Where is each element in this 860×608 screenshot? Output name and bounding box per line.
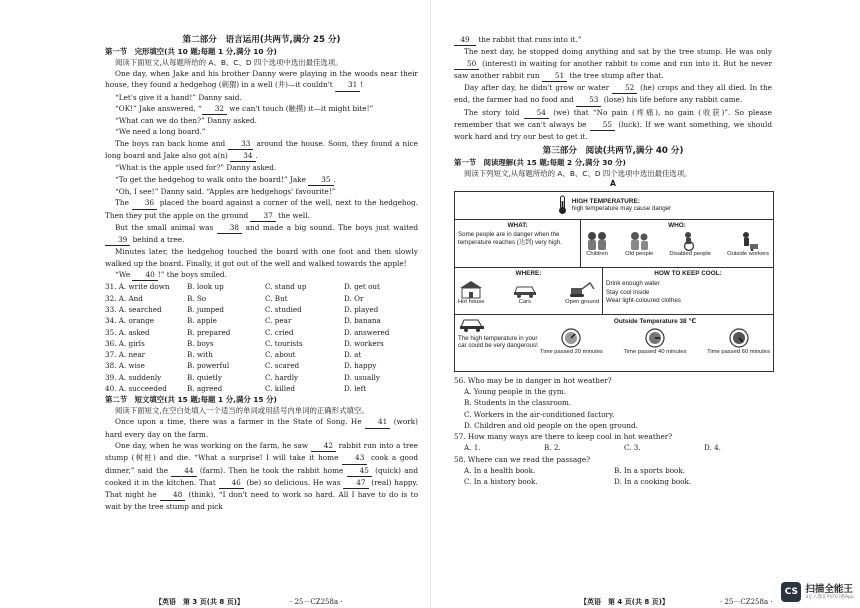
answer-option[interactable]: A. In a health book.	[464, 466, 536, 476]
paragraph-text: One day, when Jake and his brother Danny were playing in the woods near their house, they found a hedgehog (刺猬) in a well (井)—it couldn't	[105, 69, 418, 90]
paragraph	[105, 174, 418, 186]
poster-who	[581, 220, 773, 267]
paragraph	[105, 246, 418, 269]
paragraph-text: around the house. Soon, they found a nice long board and Jake also got a(n)	[105, 138, 418, 161]
option-choice: 37. A. near	[105, 350, 146, 360]
answer-option[interactable]: C. Workers in the air-conditioned factory.	[464, 409, 615, 419]
option-choice: C. hardly	[265, 372, 299, 382]
poster-title: HIGH TEMPERATURE:	[571, 198, 640, 206]
option-choice: C. stand up	[265, 282, 307, 292]
paragraph-text: (be) so delicious. He was	[243, 477, 344, 487]
paragraph-text: (he) crops and they all died. In the end, the farmer had no food and	[454, 83, 772, 105]
option-choice: C. about	[265, 350, 296, 360]
option-choice: D. get out	[344, 282, 380, 292]
poster-keep-cool	[603, 268, 773, 314]
paragraph	[105, 222, 418, 247]
question-stem: 56. Who may be in danger in hot weather?	[454, 375, 612, 385]
reading-section-title: 第一节 阅读理解(共 15 题;每题 2 分,满分 30 分)	[454, 157, 626, 167]
gauge-icon	[707, 327, 770, 355]
answer-option[interactable]: B. In a sports book.	[614, 466, 685, 476]
cool-tip: Stay cool inside	[606, 288, 650, 296]
paragraph	[105, 103, 418, 115]
who-label: Old people	[625, 250, 654, 257]
option-choice: B. quietly	[187, 372, 222, 382]
paragraph	[105, 162, 418, 173]
option-choice: C. killed	[265, 384, 295, 394]
paragraph-text: and made a big sound. The boys just waited	[242, 222, 418, 232]
option-row	[105, 293, 418, 304]
paragraph-text: the tree stump after that.	[567, 70, 664, 80]
paragraph	[105, 126, 418, 137]
option-choice: D. usually	[344, 372, 380, 382]
cloze-options	[105, 281, 418, 394]
answer-option[interactable]: A. 1.	[464, 443, 481, 453]
fill-passage-continued	[454, 34, 772, 143]
page-4	[430, 0, 860, 608]
where-heading: WHERE:	[515, 269, 542, 277]
worker-icon	[727, 231, 769, 257]
paragraph-text: behind a tree.	[130, 235, 185, 245]
car-warning: The high temperature in your car could be very dangerous!	[458, 334, 538, 350]
paragraph-text: “OK!” Jake answered, “	[115, 103, 202, 113]
time-label: Time passed 20 minutes	[540, 348, 603, 355]
option-choice: 32. A. And	[105, 293, 143, 303]
time-label: Time passed 40 minutes	[623, 348, 687, 355]
paragraph	[105, 416, 418, 440]
answer-blank: 39	[105, 234, 130, 246]
poster-subtitle: high temperature may cause danger	[571, 205, 672, 213]
option-choice: 33. A. searched	[105, 304, 162, 314]
paragraph-text: “What can we do then?” Danny asked.	[115, 116, 257, 126]
paragraph-text: (interest) in waiting for another rabbit to come and run into it. But he never saw another rabbit run	[454, 58, 772, 80]
paragraph	[105, 68, 418, 92]
answer-blank: 40	[132, 269, 157, 281]
option-row	[105, 360, 418, 371]
old-people-icon	[625, 231, 653, 257]
option-choice: 31. A. write down	[105, 282, 170, 292]
option-choice: B. prepared	[187, 327, 231, 337]
option-choice: C. cried	[265, 327, 294, 337]
option-choice: B. boys	[187, 338, 214, 348]
paragraph-text: The boys ran back home and	[115, 138, 229, 148]
who-label: Children	[586, 250, 608, 257]
option-choice: 35. A. asked	[105, 327, 150, 337]
paragraph-text: (quick) and cooked it in the kitchen. That	[105, 465, 418, 487]
answer-option[interactable]: D. In a cooking book.	[614, 477, 692, 487]
camscanner-logo: CS	[781, 582, 801, 602]
footer-page-number: 【英语 第 4 页(共 8 页)】	[580, 598, 669, 606]
paragraph	[454, 34, 772, 46]
paragraph-text: One day, when he was working on the farm, he saw	[115, 440, 311, 450]
paragraph-text: placed the board against a corner of the well, next to the hedgehog. Then they put the apple on the ground	[105, 198, 418, 220]
answer-blank: 55	[590, 119, 615, 131]
footer-code: · 25－CZ258a ·	[290, 598, 343, 606]
option-choice: C. pear	[265, 316, 292, 326]
excavator-icon	[565, 279, 599, 305]
poster-what	[455, 220, 581, 267]
paragraph-text: “Let's give it a hand!” Danny said.	[115, 92, 242, 102]
paragraph-text: (luck). If we want something, we should work hard and try our best to get it.	[454, 120, 772, 142]
answer-blank: 49	[454, 34, 476, 46]
cool-tip: Drink enough water	[606, 280, 660, 288]
cloze-instructions: 阅读下面短文,从每题所给的 A、B、C、D 四个选项中选出最佳选项。	[115, 58, 343, 67]
paragraph-text: !	[360, 80, 364, 90]
answer-option[interactable]: D. Children and old people on the open ground.	[464, 420, 638, 430]
time-label: Time passed 60 minutes	[707, 348, 770, 355]
gauge-icon	[540, 327, 603, 355]
part2-title: 第二部分 语言运用(共两节,满分 25 分)	[182, 35, 341, 45]
paragraph-text: cook a good dinner,” said the	[105, 453, 419, 475]
fill-passage	[105, 416, 418, 512]
cloze-section-title: 第一节 完形填空(共 10 题;每题 1 分,满分 10 分)	[105, 47, 277, 56]
paragraph-text: .	[255, 151, 258, 161]
answer-blank: 48	[160, 489, 185, 501]
answer-option[interactable]: B. Students in the classroom.	[464, 398, 572, 408]
paragraph	[105, 269, 418, 281]
paragraph-text: “We	[115, 270, 133, 280]
option-choice: D. Or	[344, 293, 364, 303]
part3-title: 第三部分 阅读(共两节,满分 40 分)	[542, 145, 684, 156]
option-row	[105, 383, 418, 394]
poster-outside-temp	[455, 315, 773, 371]
answer-options	[454, 442, 772, 453]
answer-blank: 46	[219, 477, 244, 489]
option-choice: 38. A. wise	[105, 361, 145, 371]
where-label: Cars	[518, 298, 531, 305]
option-choice: D. left	[344, 384, 367, 394]
answer-blank: 41	[365, 416, 390, 428]
paragraph-text: Minutes later, the hedgehog touched the board with one foot and then slowly walked up the board. Finally, it got out of the well and walked towards the apple!	[105, 247, 418, 268]
paragraph-text: The next day, he stopped doing anything and sat by the tree stump. He was only	[464, 47, 772, 57]
paragraph-text: Day after day, he didn't grow or water	[464, 83, 612, 93]
answer-blank: 45	[347, 465, 372, 477]
option-choice: C. studied	[265, 304, 302, 314]
answer-blank: 42	[311, 440, 336, 452]
paragraph-text: The story told	[464, 107, 524, 117]
answer-blank: 54	[524, 107, 549, 119]
paragraph	[105, 197, 418, 222]
option-choice: 34. A. orange	[105, 316, 155, 326]
answer-option[interactable]: B. 2.	[544, 443, 561, 453]
fill-instructions: 阅读下面短文,在空白处填入一个适当的单词或用括号内单词的正确形式填空。	[115, 406, 369, 416]
option-choice: C. But	[265, 293, 288, 303]
outside-temp-heading: Outside Temperature 38 ℃	[613, 317, 697, 325]
option-row	[105, 372, 418, 383]
option-choice: B. with	[187, 350, 213, 360]
answer-blank: 31	[335, 79, 360, 91]
option-choice: D. answered	[344, 327, 390, 337]
what-heading: WHAT:	[507, 221, 528, 229]
paragraph-text: (think), “I don't need to work so hard. All I have to do is to wait by the tree stump and pick	[105, 490, 419, 512]
car-icon	[512, 279, 538, 305]
option-choice: B. jumped	[187, 304, 224, 314]
reading-instructions: 阅读下列短文,从每题所给的 A、B、C、D 四个选项中选出最佳选项。	[464, 168, 692, 178]
answer-blank: 33	[228, 138, 253, 150]
option-choice: D. at	[344, 350, 362, 360]
answer-option[interactable]: A. Young people in the gym.	[464, 386, 566, 396]
paragraph	[105, 92, 418, 103]
who-label: Outside workers	[727, 250, 769, 257]
heat-poster	[454, 191, 774, 372]
option-choice: C. scared	[265, 361, 300, 371]
poster-header	[455, 192, 773, 219]
paragraph-text: we can't touch (触摸) it—it might bite!”	[226, 103, 374, 113]
paragraph-text: “To get the hedgehog to walk onto the board!” Jake	[115, 174, 309, 184]
answer-blank: 53	[576, 94, 601, 106]
cloze-passage	[105, 68, 418, 281]
paragraph-text: (real) happy. That night he	[105, 477, 419, 500]
answer-blank: 35	[308, 174, 333, 186]
gauge-icon	[624, 327, 687, 355]
paragraph-text: .	[333, 174, 336, 184]
paragraph-text: Once upon a time, there was a farmer in the State of Song. He	[115, 417, 366, 427]
answer-blank: 32	[202, 103, 227, 115]
footer-code: · 25－CZ258a ·	[720, 598, 773, 606]
car-icon	[458, 317, 486, 333]
answer-blank: 47	[343, 477, 368, 489]
answer-blank: 43	[342, 452, 367, 464]
option-choice: B. look up	[187, 282, 224, 292]
option-choice: D. happy	[344, 361, 377, 371]
option-choice: B. powerful	[187, 361, 230, 371]
paragraph-text: (we) that “No pain (疼痛), no gain (收获)”. So please remember that we can't always be	[454, 107, 772, 130]
passage-label: A	[610, 178, 616, 188]
scanner-watermark	[781, 582, 854, 602]
watermark-slogan: 3亿人都在用的扫描App	[805, 594, 854, 600]
house-icon	[458, 279, 484, 305]
option-row	[105, 281, 418, 292]
where-label: Open ground	[565, 298, 599, 305]
footer-page-number: 【英语 第 3 页(共 8 页)】	[155, 598, 244, 606]
paragraph-text: The	[115, 198, 132, 208]
option-row	[105, 338, 418, 349]
answer-options	[454, 465, 772, 488]
question-stem: 58. Where can we read the passage?	[454, 454, 591, 464]
paragraph	[454, 107, 772, 143]
cool-tip: Wear light-coloured clothes	[606, 297, 681, 305]
paragraph-text: “What is the apple used for?” Danny asked.	[115, 163, 277, 173]
paragraph-text: “We need a long board.”	[115, 127, 206, 137]
paragraph-text: “Oh, I see!” Danny said. “Apples are hedgehogs' favourite!”	[115, 186, 336, 196]
answer-option[interactable]: D. 4.	[704, 443, 721, 453]
answer-blank: 38	[217, 222, 242, 234]
option-choice: 40. A. succeeded	[105, 384, 167, 394]
children-icon	[585, 231, 609, 257]
option-choice: D. banana	[344, 316, 381, 326]
where-label: Hot house	[458, 298, 485, 305]
answer-blank: 37	[250, 210, 275, 222]
option-choice: B. apple	[187, 316, 217, 326]
answer-option[interactable]: C. 3.	[624, 443, 641, 453]
paragraph-text: (farm). Then he took the rabbit home	[196, 465, 347, 475]
paragraph-text: rabbit run into a tree stump (树桩) and die. “What a surprise! I will take it home	[105, 440, 419, 463]
paragraph	[105, 186, 418, 197]
paragraph	[105, 115, 418, 126]
option-choice: D. played	[344, 304, 379, 314]
option-row	[105, 304, 418, 315]
who-label: Disabled people	[669, 250, 711, 257]
answer-blank: 52	[612, 82, 637, 94]
paragraph-text: (lose) his life before any rabbit came.	[601, 95, 743, 105]
reading-questions	[454, 375, 772, 488]
thermometer-icon	[557, 195, 568, 215]
answer-option[interactable]: C. In a history book.	[464, 477, 538, 487]
paragraph-text: the rabbit that runs into it.”	[476, 35, 582, 44]
paragraph	[105, 440, 418, 513]
paragraph-text: the well.	[275, 210, 310, 220]
answer-blank: 44	[171, 465, 196, 477]
paragraph	[454, 46, 772, 82]
cool-heading: HOW TO KEEP COOL:	[654, 269, 722, 277]
option-choice: B. agreed	[187, 384, 223, 394]
option-choice: D. workers	[344, 338, 384, 348]
option-row	[105, 315, 418, 326]
paragraph-text: But the small animal was	[115, 222, 217, 232]
answer-blank: 34	[230, 150, 255, 162]
who-heading: WHO:	[668, 221, 686, 229]
answer-blank: 36	[132, 197, 157, 209]
option-row	[105, 327, 418, 338]
fill-section-title: 第二节 短文填空(共 15 题;每题 1 分,满分 15 分)	[105, 395, 277, 405]
option-choice: 36. A. girls	[105, 338, 145, 348]
answer-blank: 51	[542, 70, 567, 82]
option-choice: C. tourists	[265, 338, 303, 348]
option-choice: B. So	[187, 293, 207, 303]
question-stem: 57. How many ways are there to keep cool in hot weather?	[454, 432, 673, 442]
paragraph-text: (work) hard every day on the farm.	[105, 417, 419, 439]
wheelchair-icon	[669, 231, 711, 257]
paragraph-text: !” the boys smiled.	[157, 270, 227, 280]
what-text: Some people are in danger when the temperature reaches (达到) very high.	[458, 230, 562, 246]
option-choice: 39. A. suddenly	[105, 372, 162, 382]
answer-blank: 50	[454, 58, 479, 70]
watermark-name: 扫描全能王	[805, 583, 853, 595]
poster-where	[455, 268, 603, 314]
paragraph	[454, 82, 772, 107]
option-row	[105, 349, 418, 360]
paragraph	[105, 138, 418, 163]
